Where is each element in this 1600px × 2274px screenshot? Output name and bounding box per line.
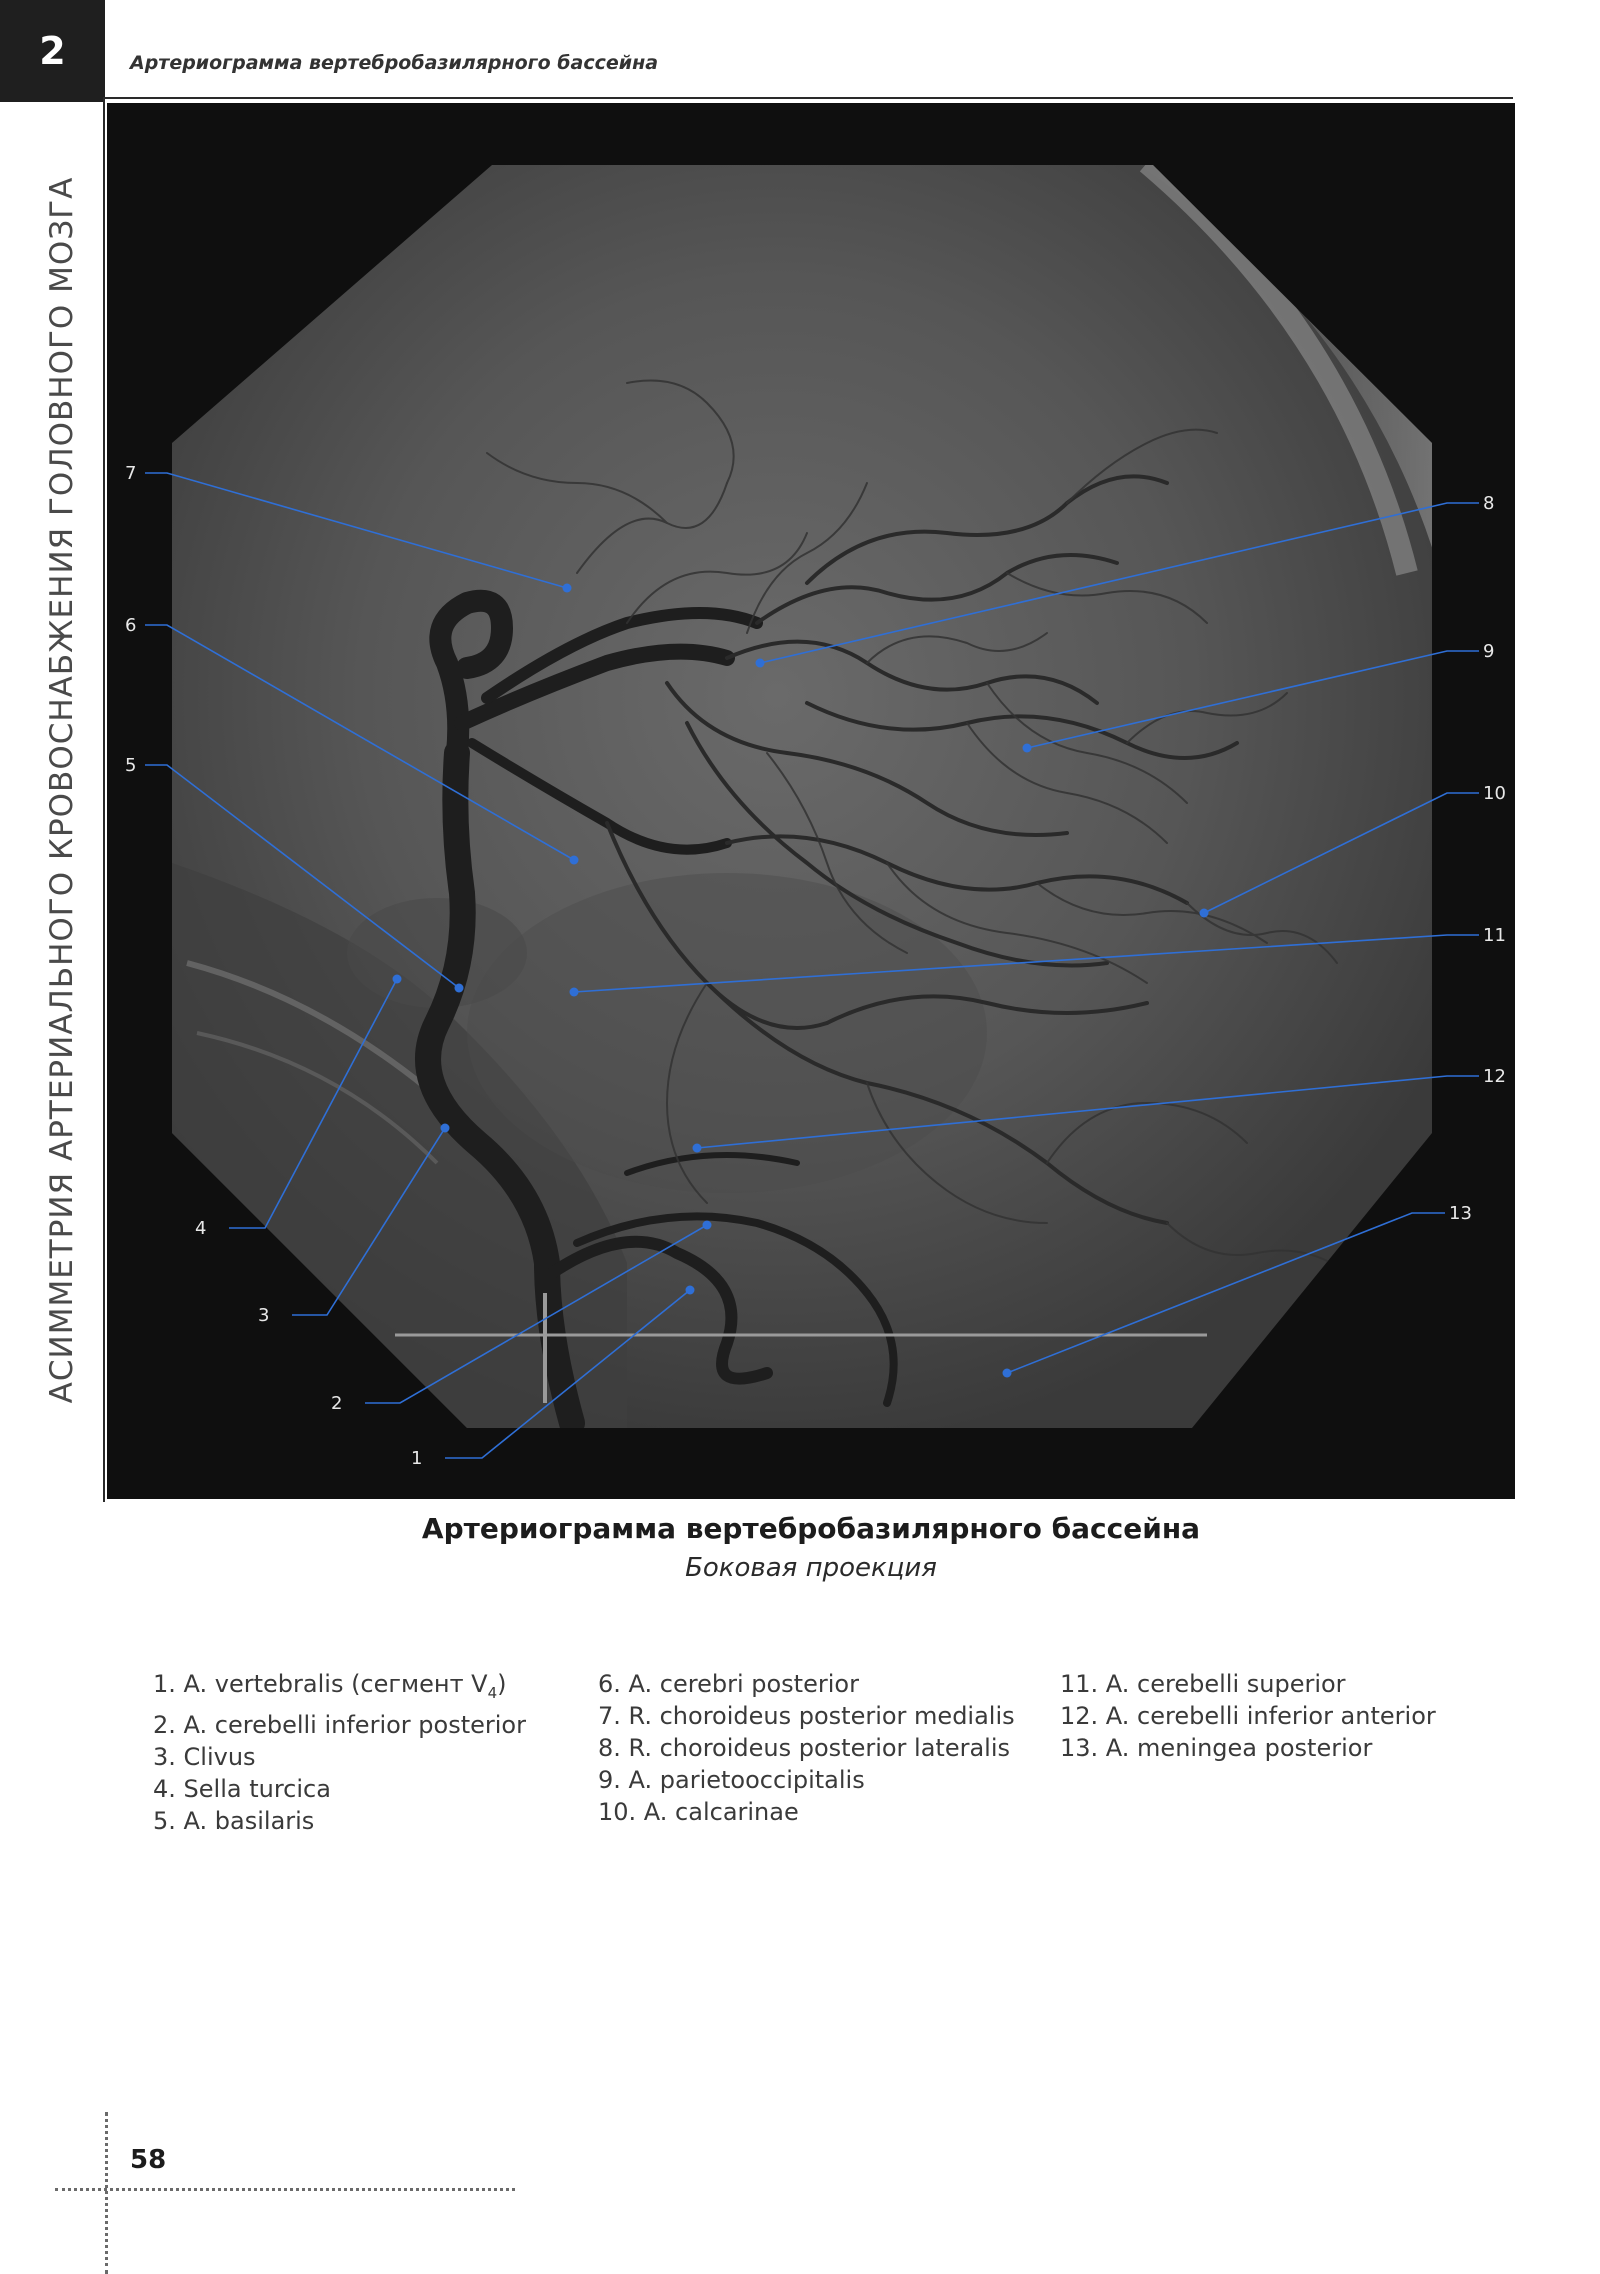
marker-7: 7 [125, 463, 137, 484]
footer-dotted-rule [55, 2188, 515, 2191]
marker-2: 2 [331, 1393, 343, 1414]
chapter-number: 2 [39, 29, 66, 73]
legend-item: 1. A. vertebralis (сегмент $V_4$) [153, 1670, 507, 1702]
side-rule [103, 97, 105, 1502]
marker-12: 12 [1483, 1066, 1506, 1087]
legend-item: 8. R. choroideus posterior lateralis [598, 1734, 1011, 1762]
legend-item: 4. Sella turcica [153, 1774, 331, 1803]
legend-item: 9. A. parietooccipitalis [598, 1766, 865, 1794]
legend-item: 10. A. calcarinae [598, 1798, 799, 1826]
legend-item: 7. R. choroideus posterior medialis [598, 1702, 1015, 1730]
page-number: 58 [130, 2145, 167, 2175]
chapter-number-badge [0, 0, 105, 102]
legend-column-1 [153, 1668, 526, 1837]
marker-1: 1 [411, 1448, 423, 1469]
legend-item: 5. A. basilaris [153, 1806, 315, 1835]
marker-11: 11 [1483, 925, 1506, 946]
marker-10: 10 [1483, 783, 1506, 804]
marker-5: 5 [125, 755, 137, 776]
marker-13: 13 [1449, 1203, 1472, 1224]
marker-9: 9 [1483, 641, 1495, 662]
figure-caption-subtitle: Боковая проекция [685, 1553, 937, 1583]
marker-3: 3 [258, 1305, 270, 1326]
side-chapter-title: АСИММЕТРИЯ АРТЕРИАЛЬНОГО КРОВОСНАБЖЕНИЯ ГОЛОВНОГО МОЗГА [44, 176, 80, 1404]
legend-column-3 [1060, 1668, 1436, 1764]
legend-item: 11. A. cerebelli superior [1060, 1670, 1346, 1698]
angiogram-figure [107, 103, 1515, 1499]
legend-item: 3. Clivus [153, 1742, 256, 1771]
marker-6: 6 [125, 615, 137, 636]
legend-item: 12. A. cerebelli inferior anterior [1060, 1702, 1436, 1730]
marker-4: 4 [195, 1218, 207, 1239]
header-rule [105, 97, 1513, 99]
footer-dotted-vertical-rule [105, 2112, 108, 2274]
running-title: Артериограмма вертебробазилярного бассейна [130, 52, 659, 74]
angiogram-image [107, 103, 1515, 1499]
figure-caption-title: Артериограмма вертебробазилярного бассейна [421, 1512, 1201, 1545]
legend-item: 13. A. meningea posterior [1060, 1734, 1373, 1762]
marker-8: 8 [1483, 493, 1495, 514]
legend-item: 6. A. cerebri posterior [598, 1670, 859, 1698]
legend-column-2 [598, 1668, 1015, 1828]
legend-item: 2. A. cerebelli inferior posterior [153, 1710, 526, 1739]
